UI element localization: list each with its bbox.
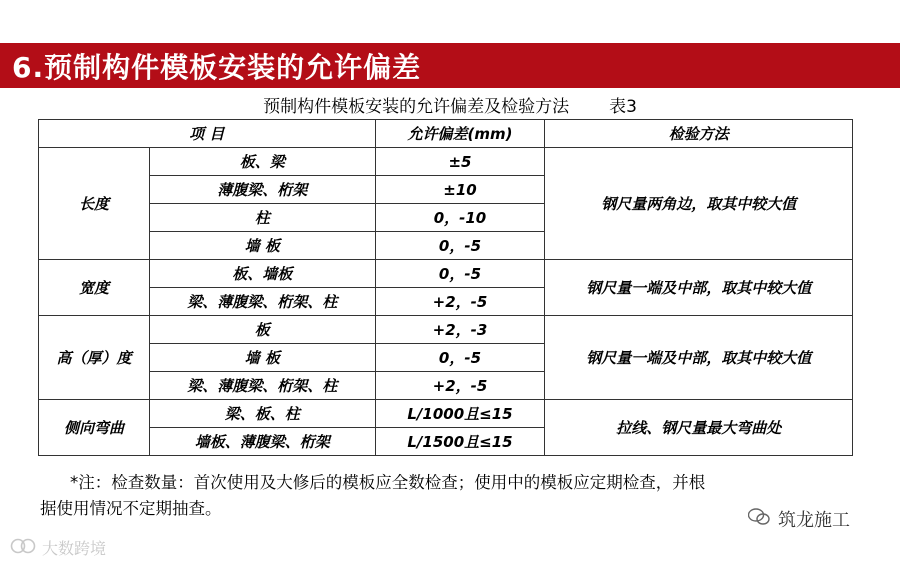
deviation-value: 0，-5 <box>375 232 545 260</box>
watermark-left-text: 大数跨境 <box>42 539 107 558</box>
group-name: 高（厚）度 <box>39 316 150 400</box>
deviation-value: +2，-3 <box>375 316 545 344</box>
sub-item: 梁、薄腹梁、桁架、柱 <box>149 372 375 400</box>
table-caption <box>0 92 900 117</box>
deviation-value: +2，-5 <box>375 372 545 400</box>
sub-item: 板、梁 <box>149 148 375 176</box>
sub-item: 墙 板 <box>149 344 375 372</box>
deviation-value: L/1000且≤15 <box>375 400 545 428</box>
sub-item: 墙 板 <box>149 232 375 260</box>
method-cell: 钢尺量一端及中部，取其中较大值 <box>545 316 853 400</box>
watermark-left <box>10 536 106 559</box>
page-title: 6.预制构件模板安装的允许偏差 <box>12 50 422 84</box>
sub-item: 板、墙板 <box>149 260 375 288</box>
deviation-value: ±10 <box>375 176 545 204</box>
deviation-value: 0，-5 <box>375 344 545 372</box>
header-item: 项 目 <box>39 120 376 148</box>
sub-item: 梁、板、柱 <box>149 400 375 428</box>
caption-text: 预制构件模板安装的允许偏差及检验方法 <box>263 97 570 117</box>
table-row <box>39 400 853 428</box>
table-number: 表3 <box>609 97 637 117</box>
sub-item: 薄腹梁、桁架 <box>149 176 375 204</box>
table-row <box>39 148 853 176</box>
group-name: 宽度 <box>39 260 150 316</box>
header-deviation: 允许偏差(mm) <box>375 120 545 148</box>
deviation-value: 0，-10 <box>375 204 545 232</box>
table-row <box>39 260 853 288</box>
deviation-value: ±5 <box>375 148 545 176</box>
watermark-right <box>748 506 850 532</box>
watermark-right-text: 筑龙施工 <box>778 510 850 531</box>
method-cell: 拉线、钢尺量最大弯曲处 <box>545 400 853 456</box>
sub-item: 梁、薄腹梁、桁架、柱 <box>149 288 375 316</box>
footnote-line-2: 据使用情况不定期抽查。 <box>40 499 222 518</box>
group-name: 长度 <box>39 148 150 260</box>
footnote <box>40 470 860 522</box>
group-name: 侧向弯曲 <box>39 400 150 456</box>
method-cell: 钢尺量一端及中部，取其中较大值 <box>545 260 853 316</box>
deviation-value: +2，-5 <box>375 288 545 316</box>
table-row <box>39 316 853 344</box>
sub-item: 板 <box>149 316 375 344</box>
table-header-row <box>39 120 853 148</box>
method-cell: 钢尺量两角边，取其中较大值 <box>545 148 853 260</box>
title-bar <box>0 43 900 88</box>
header-method: 检验方法 <box>545 120 853 148</box>
sub-item: 墙板、薄腹梁、桁架 <box>149 428 375 456</box>
deviation-table <box>38 119 853 456</box>
sub-item: 柱 <box>149 204 375 232</box>
wechat-icon <box>748 508 770 531</box>
footnote-line-1: *注：检查数量：首次使用及大修后的模板应全数检查；使用中的模板应定期检查，并根 <box>70 473 706 492</box>
deviation-value: L/1500且≤15 <box>375 428 545 456</box>
deviation-value: 0，-5 <box>375 260 545 288</box>
logo-icon <box>10 538 36 558</box>
